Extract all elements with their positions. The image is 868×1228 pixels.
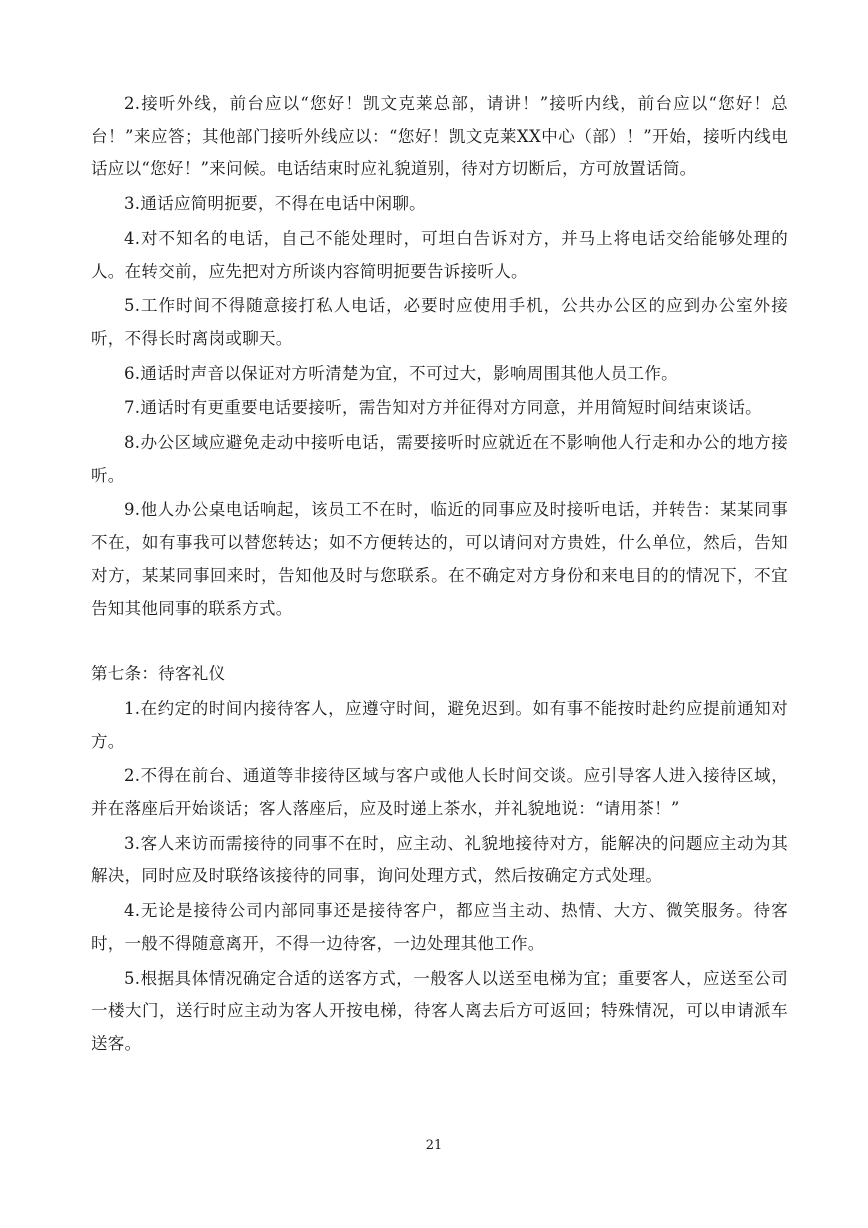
paragraph-reception-5: 5.根据具体情况确定合适的送客方式，一般客人以送至电梯为宜；重要客人，应送至公司一楼大门，送行时应主动为客人开按电梯，待客人离去后方可返回；特殊情况，可以申请派车送客。 xyxy=(91,968,788,1053)
document-body xyxy=(91,88,788,1063)
section-spacer xyxy=(91,627,788,658)
paragraph-phone-4: 4.对不知名的电话，自己不能处理时，可坦白告诉对方，并马上将电话交给能够处理的人。在转交前，应先把对方所谈内容简明扼要告诉接听人。 xyxy=(91,228,788,281)
phone-etiquette-section xyxy=(91,88,788,625)
paragraph-reception-1: 1.在约定的时间内接待客人，应遵守时间，避免迟到。如有事不能按时赴约应提前通知对方。 xyxy=(91,698,788,751)
paragraph-phone-6: 6.通话时声音以保证对方听清楚为宜，不可过大，影响周围其他人员工作。 xyxy=(124,363,678,383)
paragraph-reception-3: 3.客人来访而需接待的同事不在时，应主动、礼貌地接待对方，能解决的问题应主动为其解决，同时应及时联络该接待的同事，询问处理方式，然后按确定方式处理。 xyxy=(91,833,788,886)
paragraph-reception-4: 4.无论是接待公司内部同事还是接待客户，都应当主动、热情、大方、微笑服务。待客时，一般不得随意离开，不得一边待客，一边处理其他工作。 xyxy=(91,901,788,953)
paragraph-phone-2: 2.接听外线，前台应以“您好！凯文克莱总部，请讲！”接听内线，前台应以“您好！总台！”来应答；其他部门接听外线应以：“您好！凯文克莱XX中心（部）！”开始，接听内线电话应以“您好！”来问候。电话结束时应礼貌道别，待对方切断后，方可放置话筒。 xyxy=(91,94,788,179)
paragraph-phone-7: 7.通话时有更重要电话要接听，需告知对方并征得对方同意，并用简短时间结束谈话。 xyxy=(124,398,762,418)
section-heading: 第七条：待客礼仪 xyxy=(91,664,226,684)
paragraph-phone-5: 5.工作时间不得随意接打私人电话，必要时应使用手机，公共办公区的应到办公室外接听，不得长时离岗或聊天。 xyxy=(91,296,788,348)
paragraph-phone-8: 8.办公区域应避免走动中接听电话，需要接听时应就近在不影响他人行走和办公的地方接听。 xyxy=(91,433,788,485)
paragraph-reception-2: 2.不得在前台、通道等非接待区域与客户或他人长时间交谈。应引导客人进入接待区域，并在落座后开始谈话；客人落座后，应及时递上茶水，并礼貌地说：“请用茶！” xyxy=(91,766,788,819)
paragraph-phone-9: 9.他人办公桌电话响起，该员工不在时，临近的同事应及时接听电话，并转告：某某同事不在，如有事我可以替您转达；如不方便转达的，可以请问对方贵姓，什么单位，然后，告知对方，某某同事回来时，告知他及时与您联系。在不确定对方身份和来电目的的情况下，不宜告知其他同事的联系方式。 xyxy=(91,500,788,618)
paragraph-phone-3: 3.通话应简明扼要，不得在电话中闲聊。 xyxy=(124,194,426,214)
reception-etiquette-section xyxy=(91,658,788,1060)
page-number: 21 xyxy=(425,1138,443,1153)
